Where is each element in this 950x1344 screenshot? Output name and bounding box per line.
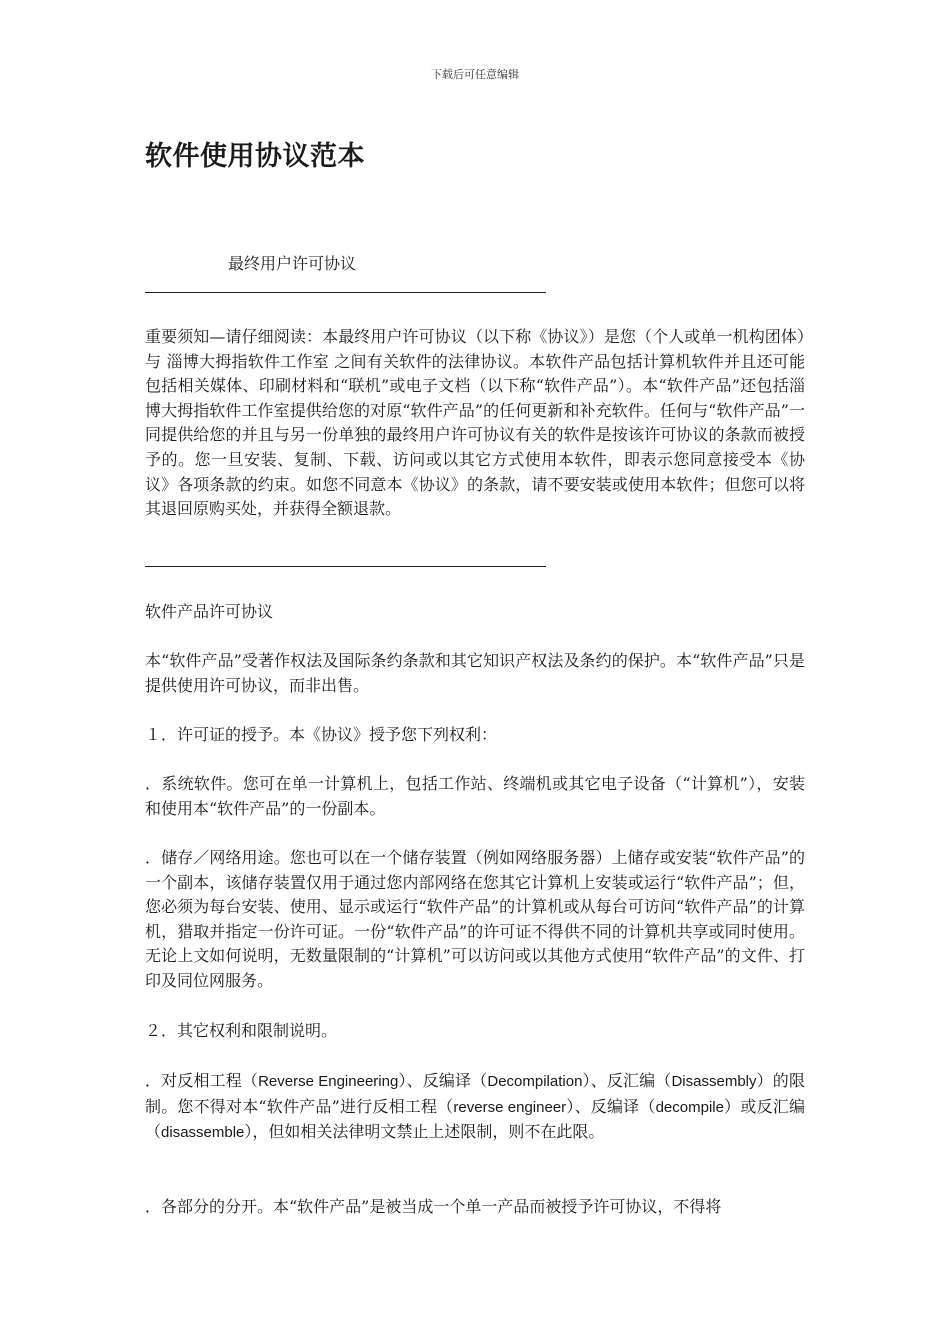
important-notice-paragraph: 重要须知—请仔细阅读：本最终用户许可协议（以下称《协议》）是您（个人或单一机构团体）与 淄博大拇指软件工作室 之间有关软件的法律协议。本软件产品包括计算机软件并且还可能包括相关媒体、印刷材料和“联机”或电子文档（以下称“软件产品”）。本“软件产品”还包括淄博大拇指软件工作室提供给您的对原“软件产品”的任何更新和补充软件。任何与“软件产品”一同提供给您的并且与另一份单独的最终用户许可协议有关的软件是按该许可协议的条款而被授予的。您一旦安装、复制、下载、访问或以其它方式使用本软件，即表示您同意接受本《协议》各项条款的约束。如您不同意本《协议》的条款，请不要安装或使用本软件；但您可以将其退回原购买处，并获得全额退款。 bbox=[145, 327, 805, 519]
clause-2a-text-2: ）、反编译（ bbox=[398, 1071, 488, 1090]
term-reverse-engineer: reverse engineer bbox=[453, 1098, 567, 1116]
agreement-subtitle: 最终用户许可协议 bbox=[228, 254, 357, 273]
intro-paragraph: 本“软件产品”受著作权法及国际条约条款和其它知识产权法及条约的保护。本“软件产品”只是提供使用许可协议，而非出售。 bbox=[145, 651, 805, 695]
clause-2a-text-1: ．对反相工程（ bbox=[145, 1071, 259, 1090]
clause-1-item-system-software: ．系统软件。您可在单一计算机上，包括工作站、终端机或其它电子设备（“计算机”），安装和使用本“软件产品”的一份副本。 bbox=[145, 774, 805, 818]
clause-2-heading: ２．其它权利和限制说明。 bbox=[145, 1021, 338, 1040]
section-title: 软件产品许可协议 bbox=[145, 602, 274, 621]
term-disassemble: disassemble bbox=[161, 1124, 245, 1142]
clause-2a-text-3: ）、反汇编（ bbox=[582, 1071, 672, 1090]
term-disassembly: Disassembly bbox=[671, 1073, 757, 1090]
clause-2-item-separation: ．各部分的分开。本“软件产品”是被当成一个单一产品而被授予许可协议，不得将 bbox=[145, 1197, 722, 1216]
clause-2-item-reverse-engineering bbox=[145, 1069, 805, 1146]
header-note: 下载后可任意编辑 bbox=[431, 68, 519, 81]
term-decompilation: Decompilation bbox=[487, 1073, 583, 1090]
clause-2a-text-5: ）、反编译（ bbox=[566, 1096, 656, 1116]
clause-2a-text-6: ）或反汇编（ bbox=[145, 1096, 805, 1142]
clause-2a-text-4: ）的限制。您不得对本“软件产品”进行反相工程（ bbox=[145, 1071, 805, 1116]
clause-2a-text-7: ），但如相关法律明文禁止上述限制，则不在此限。 bbox=[244, 1122, 605, 1142]
clause-1-heading: １．许可证的授予。本《协议》授予您下列权利： bbox=[145, 725, 498, 744]
term-reverse-engineering: Reverse Engineering bbox=[258, 1073, 399, 1090]
bottom-divider bbox=[145, 566, 546, 567]
clause-1-item-storage-network: ．储存／网络用途。您也可以在一个储存装置（例如网络服务器）上储存或安装“软件产品”的一个副本，该储存装置仅用于通过您内部网络在您其它计算机上安装或运行“软件产品”；但，您必须为每台安装、使用、显示或运行“软件产品”的计算机或从每台可访问“软件产品”的计算机，猎取并指定一份许可证。一份“软件产品”的许可证不得供不同的计算机共享或同时使用。无论上文如何说明，无数量限制的“计算机”可以访问或以其他方式使用“软件产品”的文件、打印及同位网服务。 bbox=[145, 848, 805, 990]
term-decompile: decompile bbox=[655, 1098, 724, 1116]
document-title: 软件使用协议范本 bbox=[145, 141, 365, 172]
top-divider bbox=[145, 292, 546, 293]
